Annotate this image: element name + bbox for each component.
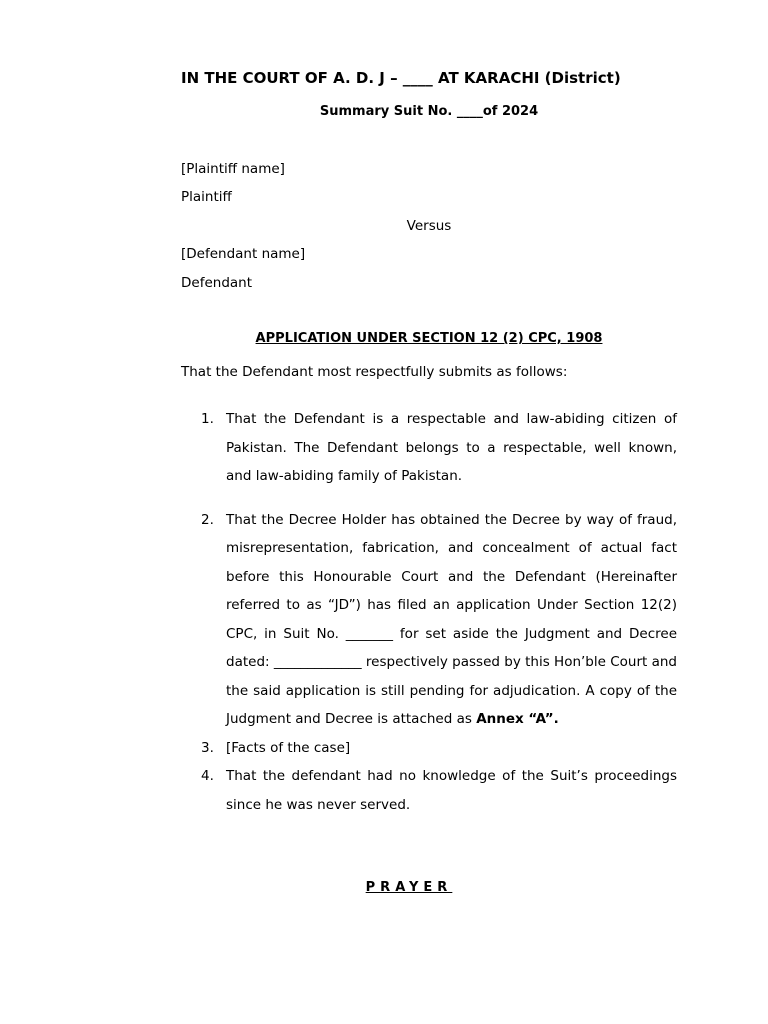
suit-number: Summary Suit No. ____of 2024 <box>319 104 539 119</box>
list-item <box>201 506 677 734</box>
item-text: That the Decree Holder has obtained the Decree by way of fraud, misrepresentation, fabrication, and concealment of actual fact before this Honourable Court and the Defendant (Hereinafter referred to as “JD”) has filed an application Under Section 12(2) CPC, in Suit No. _______ for set aside the Judgment and Decree dated: _____________ respectively passed by this Hon’ble Court and the said application is still pending for adjudication. A copy of the Judgment and Decree is attached as <box>226 511 677 727</box>
list-item <box>201 762 677 819</box>
item-number: 3. <box>201 739 214 756</box>
item-text: [Facts of the case] <box>226 739 351 756</box>
item-text: That the defendant had no knowledge of the Suit’s proceedings since he was never served. <box>226 768 677 813</box>
plaintiff-role: Plaintiff <box>181 189 232 205</box>
list-item <box>201 405 677 491</box>
defendant-role: Defendant <box>181 275 253 291</box>
application-title: APPLICATION UNDER SECTION 12 (2) CPC, 1908 <box>255 331 603 346</box>
list-item <box>201 734 677 763</box>
item-number: 1. <box>201 411 214 427</box>
annex-reference: Annex “A”. <box>476 711 559 727</box>
plaintiff-name: [Plaintiff name] <box>181 161 285 177</box>
application-intro: That the Defendant most respectfully submits as follows: <box>181 364 568 380</box>
prayer-heading: PRAYER <box>365 880 453 895</box>
versus-label: Versus <box>406 218 452 234</box>
court-title: IN THE COURT OF A. D. J – ____ AT KARACHI (District) <box>181 69 621 87</box>
defendant-name: [Defendant name] <box>181 246 306 262</box>
item-number: 4. <box>201 768 214 784</box>
item-text: That the Defendant is a respectable and law-abiding citizen of Pakistan. The Defendant belongs to a respectable, well known, and law-abiding family of Pakistan. <box>226 411 677 484</box>
item-number: 2. <box>201 511 214 528</box>
numbered-list <box>201 405 677 819</box>
